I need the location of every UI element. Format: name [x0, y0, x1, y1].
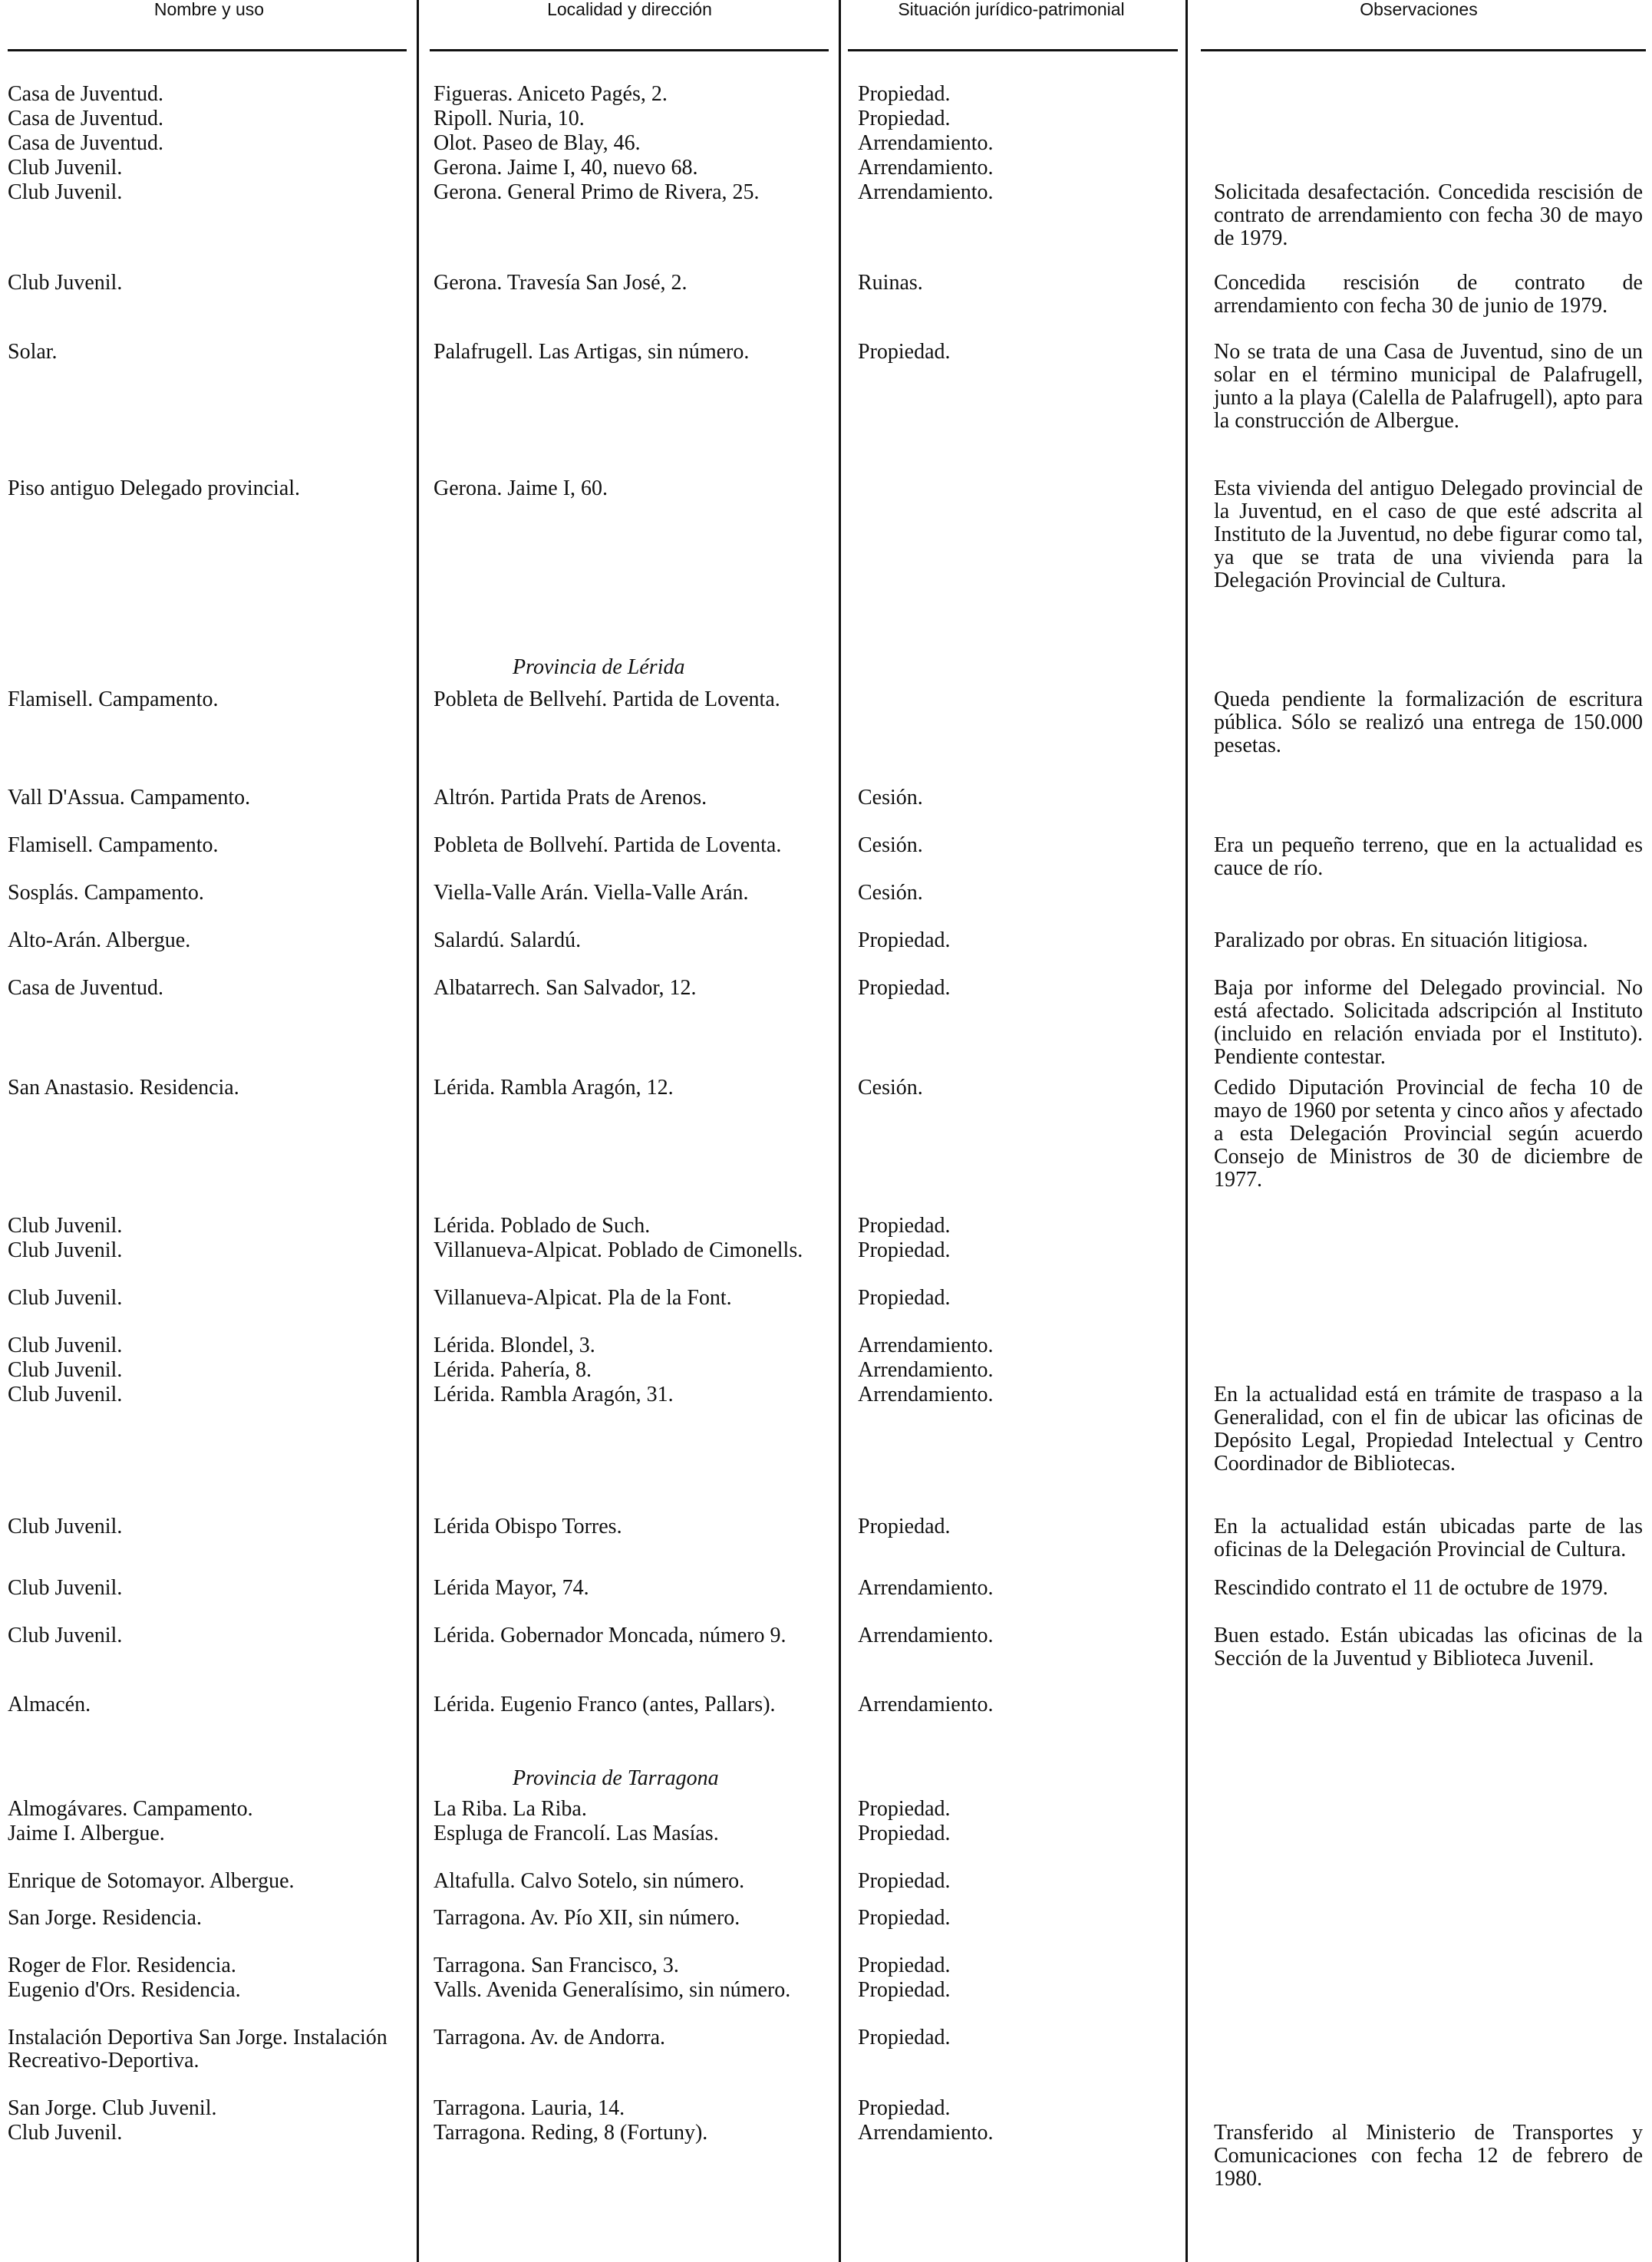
cell-nombre: Club Juvenil.	[8, 156, 123, 180]
cell-observaciones: Era un pequeño terreno, que en la actualidad es cauce de río.	[1214, 833, 1643, 880]
cell-localidad: Figueras. Aniceto Pagés, 2.	[434, 82, 668, 106]
cell-observaciones	[1183, 107, 1652, 132]
cell-nombre: Instalación Deportiva San Jorge. Instalación Recreativo-Deportiva.	[8, 2026, 387, 2072]
cell-localidad: Pobleta de Bellvehí. Partida de Loventa.	[434, 688, 780, 711]
cell-situacion: Cesión.	[858, 786, 923, 810]
cell-situacion: Arrendamiento.	[858, 1624, 994, 1647]
cell-localidad: Tarragona. San Francisco, 3.	[434, 1954, 679, 1977]
cell-situacion: Ruinas.	[858, 271, 923, 295]
table-row	[0, 181, 1652, 272]
section-title	[0, 1753, 1652, 1798]
cell-observaciones	[1183, 1239, 1652, 1287]
cell-observaciones: Solicitada desafectación. Concedida rescisión de contrato de arrendamiento con fecha 30 de mayo de 1979.	[1214, 180, 1643, 250]
cell-nombre: Club Juvenil.	[8, 1358, 123, 1382]
section-title-text: Provincia de Lérida	[513, 655, 685, 679]
cell-localidad: Tarragona. Av. Pío XII, sin número.	[434, 1906, 740, 1930]
cell-observaciones	[1183, 2026, 1652, 2097]
cell-localidad: Lérida. Blondel, 3.	[434, 1334, 595, 1357]
cell-nombre: Sosplás. Campamento.	[8, 881, 204, 905]
table-row	[0, 1822, 1652, 1870]
cell-observaciones	[1183, 1334, 1652, 1359]
cell-nombre: Club Juvenil.	[8, 1238, 123, 1262]
cell-localidad: La Riba. La Riba.	[434, 1797, 587, 1821]
table-row	[0, 341, 1652, 477]
cell-localidad: Lérida. Rambla Aragón, 31.	[434, 1383, 674, 1406]
cell-observaciones: Buen estado. Están ubicadas las oficinas de la Sección de la Juventud y Biblioteca Juvenil.	[1214, 1624, 1643, 1670]
cell-localidad: Tarragona. Reding, 8 (Fortuny).	[434, 2121, 708, 2145]
cell-localidad: Gerona. Jaime I, 40, nuevo 68.	[434, 156, 698, 180]
table-row	[0, 1870, 1652, 1907]
cell-situacion: Propiedad.	[858, 340, 951, 364]
cell-localidad: Valls. Avenida Generalísimo, sin número.	[434, 1978, 791, 2002]
cell-situacion: Propiedad.	[858, 976, 951, 1000]
cell-observaciones	[1183, 882, 1652, 929]
cell-observaciones	[1183, 83, 1652, 107]
cell-nombre: Club Juvenil.	[8, 1334, 123, 1357]
cell-localidad: Tarragona. Lauria, 14.	[434, 2096, 625, 2120]
cell-nombre: Club Juvenil.	[8, 1624, 123, 1647]
cell-situacion: Propiedad.	[858, 1954, 951, 1977]
cell-situacion: Propiedad.	[858, 1906, 951, 1930]
cell-situacion: Cesión.	[858, 881, 923, 905]
cell-nombre: Club Juvenil.	[8, 1383, 123, 1406]
cell-situacion: Arrendamiento.	[858, 156, 994, 180]
table-row	[0, 1334, 1652, 1359]
cell-observaciones	[1183, 786, 1652, 834]
cell-situacion: Arrendamiento.	[858, 1334, 994, 1357]
table-row	[0, 1798, 1652, 1822]
cell-localidad: Lérida. Eugenio Franco (antes, Pallars).	[434, 1693, 776, 1716]
table-row	[0, 1287, 1652, 1334]
table-row	[0, 2026, 1652, 2097]
cell-localidad: Tarragona. Av. de Andorra.	[434, 2026, 666, 2049]
header-observaciones: Observaciones	[1360, 0, 1478, 19]
cell-observaciones	[1183, 1822, 1652, 1870]
cell-nombre: Club Juvenil.	[8, 1515, 123, 1538]
cell-situacion: Propiedad.	[858, 928, 951, 952]
table-row	[0, 2097, 1652, 2122]
table-row	[0, 1577, 1652, 1624]
cell-observaciones	[1183, 2097, 1652, 2122]
cell-observaciones: Transferido al Ministerio de Transportes y Comunicaciones con fecha 12 de febrero de 1980.	[1214, 2121, 1643, 2191]
cell-nombre: Eugenio d'Ors. Residencia.	[8, 1978, 241, 2002]
section-title	[0, 642, 1652, 688]
table-row	[0, 786, 1652, 834]
cell-observaciones	[1183, 1979, 1652, 2026]
cell-observaciones: En la actualidad están ubicadas parte de las oficinas de la Delegación Provincial de Cultura.	[1214, 1515, 1643, 1561]
header-localidad-direccion: Localidad y dirección	[547, 0, 712, 19]
cell-nombre: Flamisell. Campamento.	[8, 688, 219, 711]
cell-situacion: Cesión.	[858, 1076, 923, 1100]
cell-observaciones: Baja por informe del Delegado provincial. No está afectado. Solicitada adscripción al Instituto (incluido en relación enviada por el Instituto). Pendiente contestar.	[1214, 976, 1643, 1069]
cell-localidad: Lérida Mayor, 74.	[434, 1576, 589, 1600]
table-row	[0, 834, 1652, 882]
cell-localidad: Viella-Valle Arán. Viella-Valle Arán.	[434, 881, 749, 905]
table-row	[0, 1359, 1652, 1383]
cell-nombre: Roger de Flor. Residencia.	[8, 1954, 236, 1977]
cell-nombre: Club Juvenil.	[8, 1576, 123, 1600]
cell-nombre: Casa de Juventud.	[8, 107, 163, 130]
cell-nombre: Casa de Juventud.	[8, 976, 163, 1000]
cell-nombre: Casa de Juventud.	[8, 131, 163, 155]
header-rule-col2	[430, 49, 829, 51]
cell-situacion: Arrendamiento.	[858, 1383, 994, 1406]
header-rule-col4	[1201, 49, 1646, 51]
table-body	[0, 83, 1652, 2214]
cell-situacion: Arrendamiento.	[858, 131, 994, 155]
cell-situacion: Arrendamiento.	[858, 1576, 994, 1600]
cell-situacion: Propiedad.	[858, 1286, 951, 1310]
cell-localidad: Gerona. Jaime I, 60.	[434, 476, 608, 500]
cell-observaciones	[1183, 1287, 1652, 1334]
cell-observaciones	[1183, 132, 1652, 157]
cell-observaciones: Queda pendiente la formalización de escritura pública. Sólo se realizó una entrega de 150.000 pesetas.	[1214, 688, 1643, 757]
table-row	[0, 1954, 1652, 1979]
cell-situacion: Propiedad.	[858, 82, 951, 106]
cell-nombre: Flamisell. Campamento.	[8, 833, 219, 857]
cell-nombre: Club Juvenil.	[8, 180, 123, 204]
cell-nombre: Alto-Arán. Albergue.	[8, 928, 191, 952]
table-row	[0, 157, 1652, 181]
cell-situacion: Propiedad.	[858, 1797, 951, 1821]
cell-localidad: Lérida. Poblado de Such.	[434, 1214, 651, 1238]
table-row	[0, 1239, 1652, 1287]
cell-localidad: Gerona. General Primo de Rivera, 25.	[434, 180, 760, 204]
cell-nombre: Club Juvenil.	[8, 1286, 123, 1310]
cell-nombre: San Anastasio. Residencia.	[8, 1076, 239, 1100]
cell-localidad: Altrón. Partida Prats de Arenos.	[434, 786, 707, 810]
cell-situacion: Propiedad.	[858, 2096, 951, 2120]
cell-situacion: Propiedad.	[858, 2026, 951, 2049]
table-row	[0, 1215, 1652, 1239]
table-row	[0, 1383, 1652, 1515]
cell-observaciones: En la actualidad está en trámite de traspaso a la Generalidad, con el fin de ubicar las oficinas de Depósito Legal, Propiedad Intelectual y Centro Coordinador de Bibliotecas.	[1214, 1383, 1643, 1476]
table-row	[0, 1624, 1652, 1693]
cell-localidad: Altafulla. Calvo Sotelo, sin número.	[434, 1869, 745, 1893]
cell-situacion	[833, 688, 1183, 786]
cell-observaciones: Cedido Diputación Provincial de fecha 10 de mayo de 1960 por setenta y cinco años y afectado a esta Delegación Provincial según acuerdo Consejo de Ministros de 30 de diciembre de 1977.	[1214, 1076, 1643, 1192]
table-row	[0, 272, 1652, 341]
cell-situacion: Arrendamiento.	[858, 180, 994, 204]
cell-observaciones	[1183, 1215, 1652, 1239]
cell-situacion: Propiedad.	[858, 1978, 951, 2002]
cell-observaciones: Paralizado por obras. En situación litigiosa.	[1214, 928, 1588, 952]
cell-observaciones: Concedida rescisión de contrato de arrendamiento con fecha 30 de junio de 1979.	[1214, 271, 1643, 318]
table-row	[0, 1515, 1652, 1577]
cell-nombre: Club Juvenil.	[8, 2121, 123, 2145]
cell-observaciones: No se trata de una Casa de Juventud, sino de un solar en el término municipal de Palafrugell, junto a la playa (Calella de Palafrugell), apto para la construcción de Albergue.	[1214, 340, 1643, 433]
cell-observaciones: Rescindido contrato el 11 de octubre de 1979.	[1214, 1576, 1608, 1600]
cell-nombre: San Jorge. Residencia.	[8, 1906, 202, 1930]
cell-situacion: Propiedad.	[858, 1822, 951, 1845]
cell-localidad: Lérida. Rambla Aragón, 12.	[434, 1076, 674, 1100]
cell-nombre: Enrique de Sotomayor. Albergue.	[8, 1869, 295, 1893]
cell-nombre: Almogávares. Campamento.	[8, 1797, 253, 1821]
cell-nombre: Almacén.	[8, 1693, 91, 1716]
cell-observaciones	[1183, 1359, 1652, 1383]
cell-localidad: Espluga de Francolí. Las Masías.	[434, 1822, 719, 1845]
cell-localidad: Lérida. Gobernador Moncada, número 9.	[434, 1624, 786, 1647]
cell-situacion: Arrendamiento.	[858, 1693, 994, 1716]
cell-nombre: Jaime I. Albergue.	[8, 1822, 165, 1845]
cell-situacion	[833, 477, 1183, 642]
table-row	[0, 1907, 1652, 1954]
header-nombre-uso: Nombre y uso	[153, 0, 265, 19]
cell-localidad: Ripoll. Nuria, 10.	[434, 107, 585, 130]
cell-observaciones	[1183, 1870, 1652, 1907]
cell-situacion: Propiedad.	[858, 1214, 951, 1238]
cell-situacion: Arrendamiento.	[858, 2121, 994, 2145]
cell-localidad: Villanueva-Alpicat. Poblado de Cimonells.	[434, 1238, 803, 1262]
cell-localidad: Albatarrech. San Salvador, 12.	[434, 976, 697, 1000]
cell-observaciones	[1183, 1798, 1652, 1822]
table-row	[0, 83, 1652, 107]
cell-situacion: Arrendamiento.	[858, 1358, 994, 1382]
cell-localidad: Olot. Paseo de Blay, 46.	[434, 131, 641, 155]
cell-situacion: Propiedad.	[858, 1238, 951, 1262]
cell-localidad: Salardú. Salardú.	[434, 928, 582, 952]
cell-localidad: Pobleta de Bollvehí. Partida de Loventa.	[434, 833, 782, 857]
table-row	[0, 929, 1652, 977]
table-row	[0, 977, 1652, 1077]
cell-nombre: Vall D'Assua. Campamento.	[8, 786, 251, 810]
cell-nombre: Club Juvenil.	[8, 1214, 123, 1238]
cell-observaciones	[1183, 1693, 1652, 1753]
cell-localidad: Villanueva-Alpicat. Pla de la Font.	[434, 1286, 732, 1310]
table-row	[0, 1693, 1652, 1753]
header-rule-col1	[8, 49, 407, 51]
header-rule-col3	[848, 49, 1178, 51]
cell-situacion: Propiedad.	[858, 107, 951, 130]
header-situacion: Situación jurídico-patrimonial	[898, 0, 1125, 19]
cell-nombre: San Jorge. Club Juvenil.	[8, 2096, 217, 2120]
cell-localidad: Palafrugell. Las Artigas, sin número.	[434, 340, 750, 364]
table-row	[0, 1979, 1652, 2026]
cell-situacion: Propiedad.	[858, 1869, 951, 1893]
table-row	[0, 688, 1652, 786]
cell-nombre: Casa de Juventud.	[8, 82, 163, 106]
cell-nombre: Solar.	[8, 340, 58, 364]
table-row	[0, 2122, 1652, 2214]
cell-nombre: Club Juvenil.	[8, 271, 123, 295]
cell-localidad: Lérida. Pahería, 8.	[434, 1358, 592, 1382]
cell-situacion: Propiedad.	[858, 1515, 951, 1538]
cell-nombre: Piso antiguo Delegado provincial.	[8, 476, 301, 500]
cell-observaciones	[1183, 157, 1652, 181]
table-row	[0, 107, 1652, 132]
table-row	[0, 1077, 1652, 1215]
cell-situacion: Cesión.	[858, 833, 923, 857]
section-title-text: Provincia de Tarragona	[513, 1766, 719, 1790]
table-row	[0, 477, 1652, 642]
cell-observaciones	[1183, 1954, 1652, 1979]
cell-localidad: Lérida Obispo Torres.	[434, 1515, 622, 1538]
cell-observaciones: Esta vivienda del antiguo Delegado provincial de la Juventud, en el caso de que esté adscrita al Instituto de la Juventud, no debe figurar como tal, ya que se trata de una vivienda para la Delegación Provincial de Cultura.	[1214, 476, 1643, 592]
table-row	[0, 882, 1652, 929]
cell-observaciones	[1183, 1907, 1652, 1954]
table-row	[0, 132, 1652, 157]
cell-localidad: Gerona. Travesía San José, 2.	[434, 271, 688, 295]
